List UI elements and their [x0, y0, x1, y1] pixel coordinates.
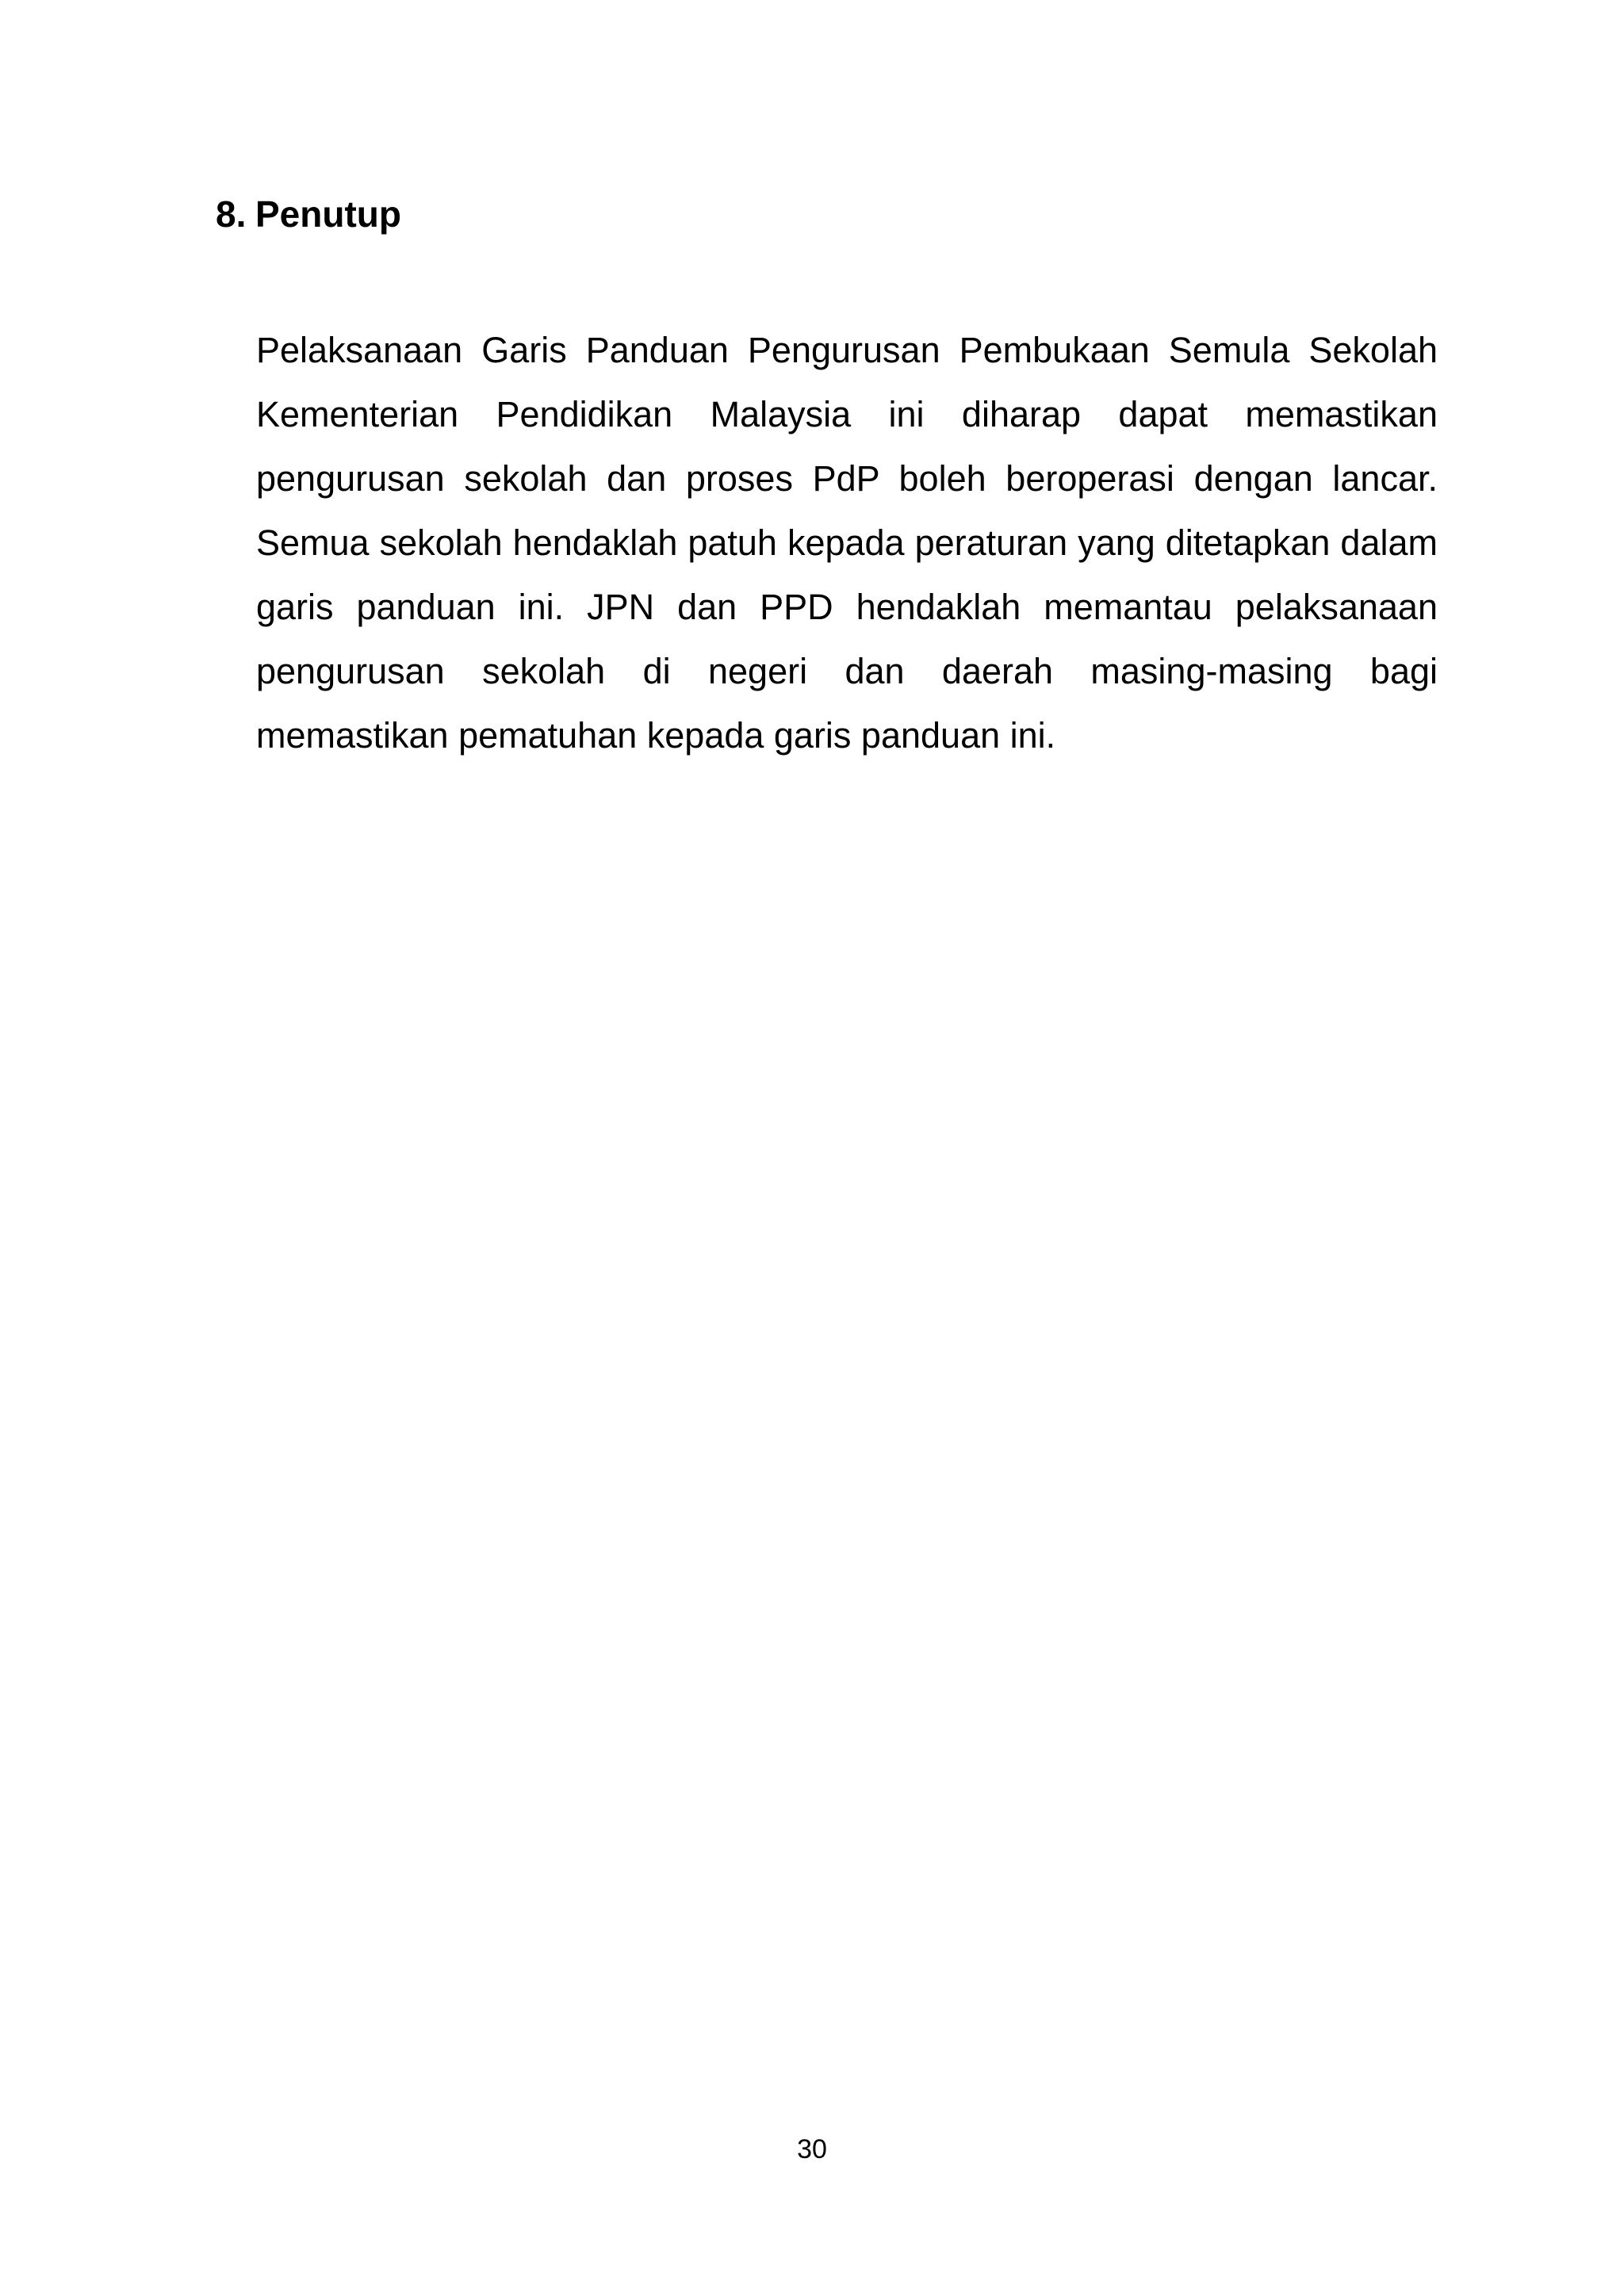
- section-heading: [216, 193, 401, 235]
- page-number: 30: [797, 2134, 827, 2164]
- section-paragraph: Pelaksanaan Garis Panduan Pengurusan Pembukaan Semula Sekolah Kementerian Pendidikan Malaysia ini diharap dapat memastikan pengurusan sekolah dan proses PdP boleh beroperasi dengan lancar. Semua sekolah hendaklah patuh kepada peraturan yang ditetapkan dalam garis panduan ini. JPN dan PPD hendaklah memantau pelaksanaan pengurusan sekolah di negeri dan daerah masing-masing bagi memastikan pematuhan kepada garis panduan ini.: [256, 330, 1438, 756]
- section-number: 8.: [216, 193, 247, 235]
- section-title: Penutup: [255, 193, 401, 235]
